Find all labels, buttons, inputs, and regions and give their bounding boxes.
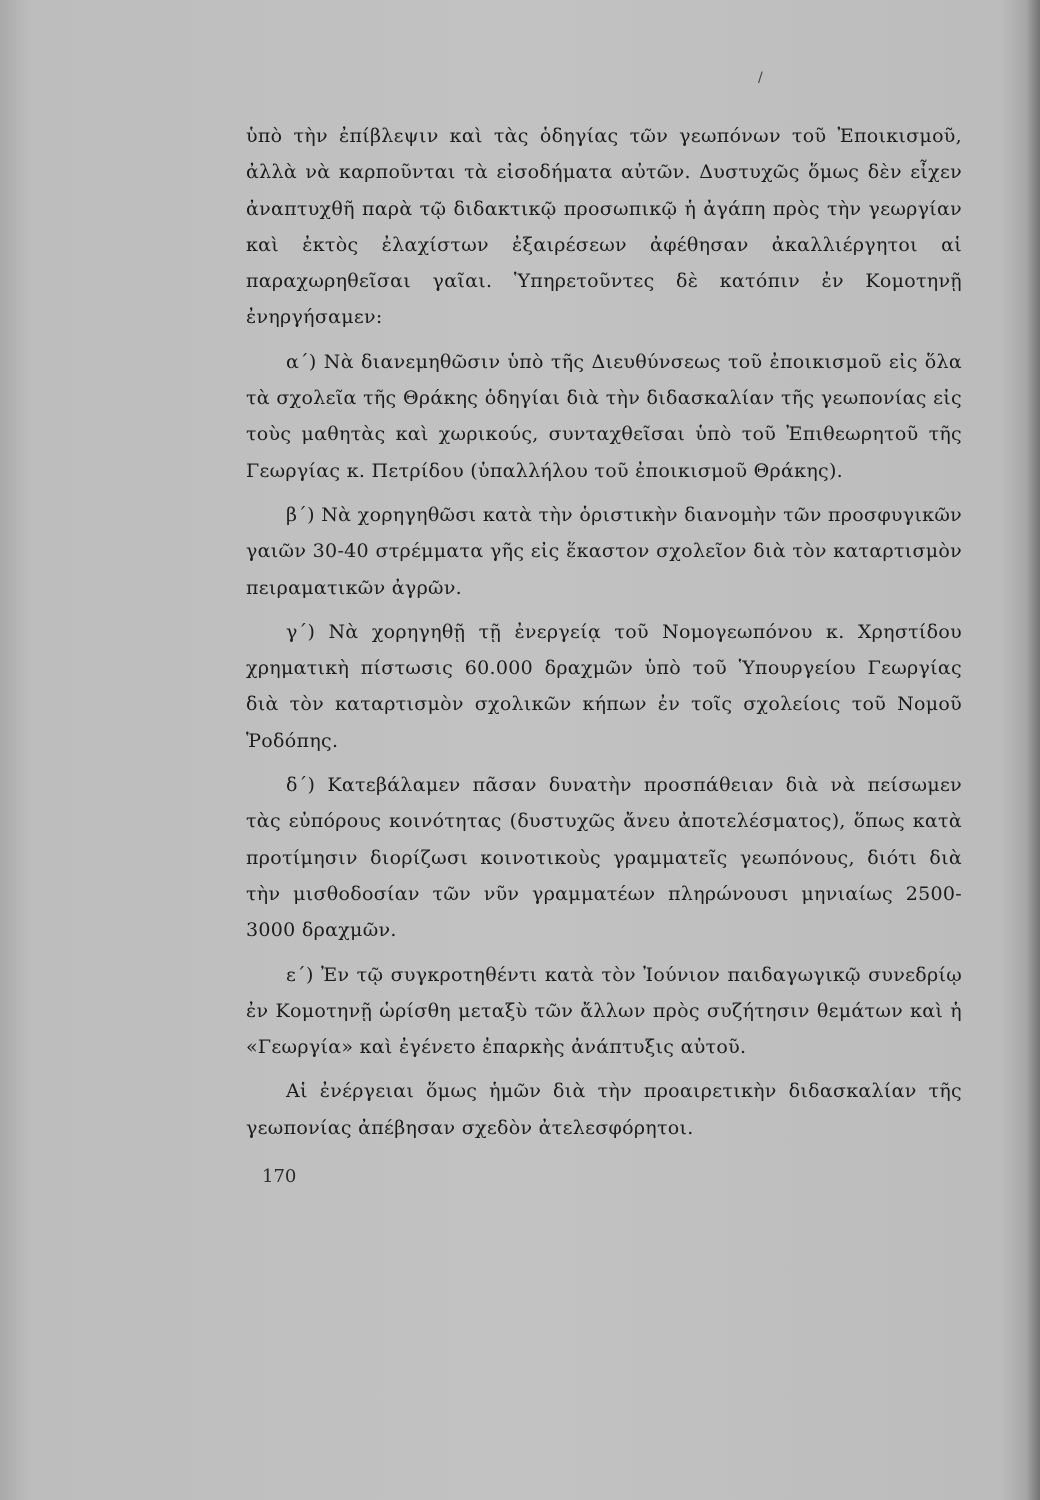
paragraph-beta: β΄) Νὰ χορηγηθῶσι κατὰ τὴν ὁριστικὴν διανομὴν τῶν προσφυγικῶν γαιῶν 30-40 στρέμματα γῆς εἰς ἕκαστον σχολεῖον διὰ τὸν καταρτισμὸν πειραματικῶν ἀγρῶν. [246,503,962,599]
paragraph-conclusion: Αἱ ἐνέργειαι ὅμως ἡμῶν διὰ τὴν προαιρετικὴν διδασκαλίαν τῆς γεωπονίας ἀπέβησαν σχεδὸν ἀτελεσφόρητοι. [246,1080,962,1139]
page-edge-shadow [1026,0,1040,1500]
paragraph-gamma: γ΄) Νὰ χορηγηθῇ τῇ ἐνεργείᾳ τοῦ Νομογεωπόνου κ. Χρηστίδου χρηματικὴ πίστωσις 60.000 δραχμῶν ὑπὸ τοῦ Ὑπουργείου Γεωργίας διὰ τὸν καταρτισμὸν σχολικῶν κήπων ἐν τοῖς σχολείοις τοῦ Νομοῦ Ῥοδόπης. [246,620,962,752]
paragraph-intro: ὑπὸ τὴν ἐπίβλεψιν καὶ τὰς ὁδηγίας τῶν γεωπόνων τοῦ Ἐποικισμοῦ, ἀλλὰ νὰ καρποῦνται τὰ εἰσοδήματα αὐτῶν. Δυστυχῶς ὅμως δὲν εἶχεν ἀναπτυχθῆ παρὰ τῷ διδακτικῷ προσωπικῷ ἡ ἀγάπη πρὸς τὴν γεωργίαν καὶ ἐκτὸς ἐλαχίστων ἐξαιρέσεων ἀφέθησαν ἀκαλλιέργητοι αἱ παραχωρηθεῖσαι γαῖαι. Ὑπηρετοῦντες δὲ κατόπιν ἐν Κομοτηνῇ ἐνηργήσαμεν: [246,125,962,329]
paragraph-alpha: α΄) Νὰ διανεμηθῶσιν ὑπὸ τῆς Διευθύνσεως τοῦ ἐποικισμοῦ εἰς ὅλα τὰ σχολεῖα τῆς Θράκης ὁδηγίαι διὰ τὴν διδασκαλίαν τῆς γεωπονίας εἰς τοὺς μαθητὰς καὶ χωρικούς, συνταχθεῖσαι ὑπὸ τοῦ Ἐπιθεωρητοῦ τῆς Γεωργίας κ. Πετρίδου (ὑπαλλήλου τοῦ ἐποικισμοῦ Θράκης). [246,350,962,482]
margin-mark: / [758,70,763,86]
paragraph-delta: δ΄) Κατεβάλαμεν πᾶσαν δυνατὴν προσπάθειαν διὰ νὰ πείσωμεν τὰς εὐπόρους κοινότητας (δυστυχῶς ἄνευ ἀποτελέσματος), ὅπως κατὰ προτίμησιν διορίζωσι κοινοτικοὺς γραμματεῖς γεωπόνους, διότι διὰ τὴν μισθοδοσίαν τῶν νῦν γραμματέων πληρώνουσι μηνιαίως 2500-3000 δραχμῶν. [246,774,962,942]
paragraph-epsilon: ε΄) Ἐν τῷ συγκροτηθέντι κατὰ τὸν Ἰούνιον παιδαγωγικῷ συνεδρίῳ ἐν Κομοτηνῇ ὡρίσθη μεταξὺ τῶν ἄλλων πρὸς συζήτησιν θεμάτων καὶ ἡ «Γεωργία» καὶ ἐγένετο ἐπαρκὴς ἀνάπτυξις αὐτοῦ. [246,963,962,1059]
page-number: 170 [262,1166,297,1187]
page-body-text [246,118,962,1154]
